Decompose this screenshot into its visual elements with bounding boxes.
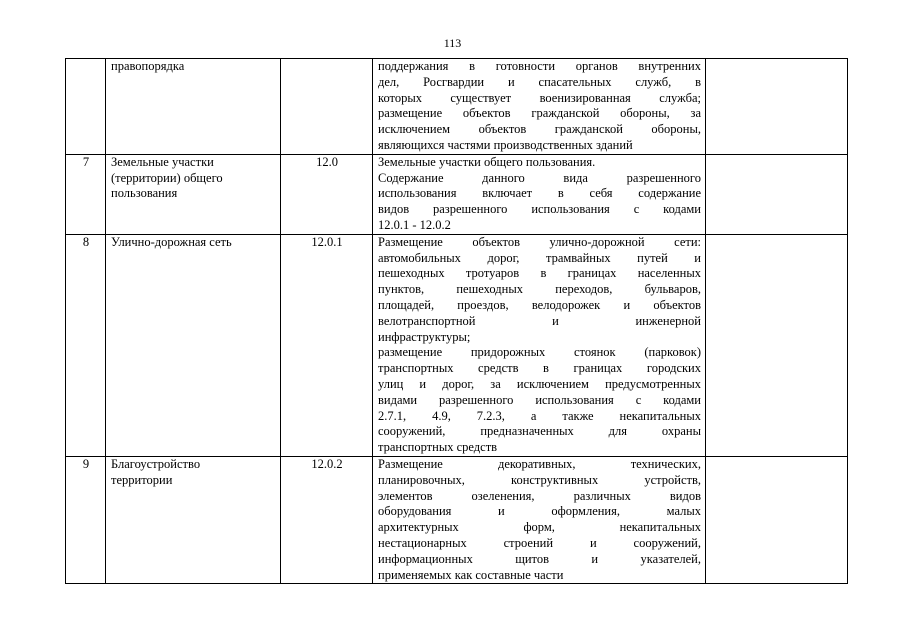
description-cell bbox=[373, 154, 706, 234]
description-cell bbox=[373, 456, 706, 583]
description-line: являющихся частями производственных зданий bbox=[378, 137, 633, 152]
description-line: Содержание данного вида разрешенного bbox=[378, 170, 701, 185]
description-line: исключением объектов гражданской обороны, bbox=[378, 122, 701, 137]
use-type-name-line: территории bbox=[111, 472, 173, 487]
description-line: размещение придорожных стоянок (парковок) bbox=[378, 345, 701, 360]
row-number-cell: 8 bbox=[66, 234, 106, 456]
description-line: нестационарных строений и сооружений, bbox=[378, 535, 701, 550]
use-type-name-cell bbox=[106, 456, 281, 583]
description-line: площадей, проездов, велодорожек и объектов bbox=[378, 297, 701, 312]
use-type-name-line: правопорядка bbox=[111, 59, 185, 73]
row-number-cell bbox=[66, 59, 106, 155]
land-use-table bbox=[65, 58, 848, 584]
description-line: автомобильных дорог, трамвайных путей и bbox=[378, 250, 701, 265]
use-type-name-line: Земельные участки bbox=[111, 154, 214, 169]
description-line: пунктов, пешеходных переходов, бульваров, bbox=[378, 282, 701, 297]
description-line: Земельные участки общего пользования. bbox=[378, 154, 596, 169]
description-line: поддержания в готовности органов внутренних bbox=[378, 59, 701, 73]
description-line: информационных щитов и указателей, bbox=[378, 551, 701, 566]
description-line: транспортных средств bbox=[378, 440, 498, 455]
description-line: Размещение декоративных, технических, bbox=[378, 456, 701, 471]
description-line: которых существует военизированная служба; bbox=[378, 90, 701, 105]
description-line: применяемых как составные части bbox=[378, 567, 564, 582]
description-line: улиц и дорог, за исключением предусмотренных bbox=[378, 376, 701, 391]
description-line: транспортных средств в границах городских bbox=[378, 361, 701, 376]
use-type-name-line: пользования bbox=[111, 186, 178, 201]
note-cell bbox=[706, 154, 848, 234]
use-type-name-cell bbox=[106, 154, 281, 234]
use-code-cell: 12.0.2 bbox=[281, 456, 373, 583]
description-line: использования включает в себя содержание bbox=[378, 186, 701, 201]
description-line: инфраструктуры; bbox=[378, 329, 471, 344]
description-line: планировочных, конструктивных устройств, bbox=[378, 472, 701, 487]
description-line: оборудования и оформления, малых bbox=[378, 504, 701, 519]
description-line: видами разрешенного использования с кодами bbox=[378, 392, 701, 407]
use-code-cell: 12.0 bbox=[281, 154, 373, 234]
use-type-name-line: (территории) общего bbox=[111, 170, 223, 185]
page-number: 113 bbox=[443, 36, 462, 50]
description-line: Размещение объектов улично-дорожной сети: bbox=[378, 234, 701, 249]
table-row bbox=[66, 234, 848, 456]
use-type-name-cell bbox=[106, 234, 281, 456]
use-code-cell: 12.0.1 bbox=[281, 234, 373, 456]
description-line: велотранспортной и инженерной bbox=[378, 313, 701, 328]
description-line: 2.7.1, 4.9, 7.2.3, а также некапитальных bbox=[378, 408, 701, 423]
description-line: архитектурных форм, некапитальных bbox=[378, 520, 701, 535]
table-row bbox=[66, 456, 848, 583]
use-type-name-line: Благоустройство bbox=[111, 456, 201, 471]
note-cell bbox=[706, 59, 848, 155]
description-cell bbox=[373, 59, 706, 155]
note-cell bbox=[706, 456, 848, 583]
description-line: элементов озеленения, различных видов bbox=[378, 488, 701, 503]
use-type-name-line: Улично-дорожная сеть bbox=[111, 234, 232, 249]
note-cell bbox=[706, 234, 848, 456]
description-line: 12.0.1 - 12.0.2 bbox=[378, 217, 451, 232]
table-body bbox=[66, 59, 848, 584]
use-type-name-cell bbox=[106, 59, 281, 155]
row-number-cell: 9 bbox=[66, 456, 106, 583]
description-cell bbox=[373, 234, 706, 456]
table-row bbox=[66, 59, 848, 155]
row-number-cell: 7 bbox=[66, 154, 106, 234]
description-line: пешеходных тротуаров в границах населенных bbox=[378, 266, 701, 281]
description-line: дел, Росгвардии и спасательных служб, в bbox=[378, 74, 701, 89]
description-line: видов разрешенного использования с кодами bbox=[378, 202, 701, 217]
description-line: размещение объектов гражданской обороны, за bbox=[378, 106, 701, 121]
description-line: сооружений, предназначенных для охраны bbox=[378, 424, 701, 439]
table-row bbox=[66, 154, 848, 234]
use-code-cell bbox=[281, 59, 373, 155]
